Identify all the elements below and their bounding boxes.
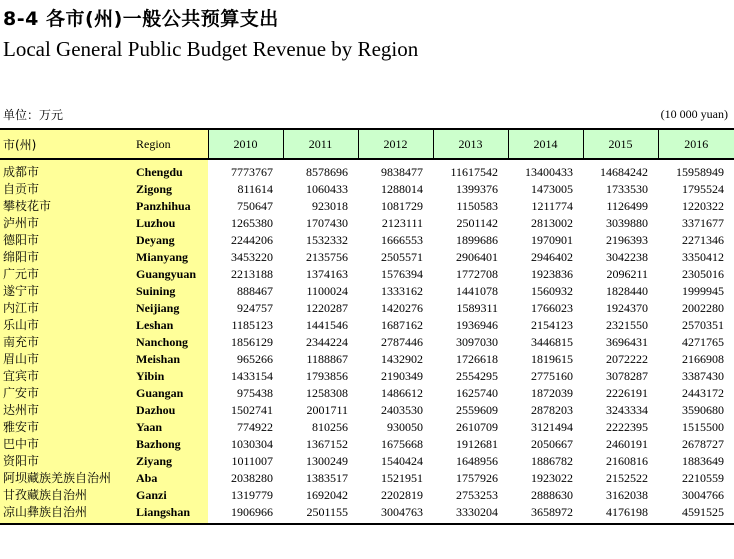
table-row [0, 436, 734, 453]
table-row [0, 266, 734, 283]
cell-value: 3004763 [358, 504, 433, 524]
row-region-en: Nanchong [133, 334, 208, 351]
row-region-en: Mianyang [133, 249, 208, 266]
row-region-en: Yibin [133, 368, 208, 385]
cell-value: 774922 [237, 420, 273, 434]
row-city-cn: 乐山市 [0, 317, 133, 334]
column-header-2015: 2015 [583, 129, 658, 159]
row-city-cn: 自贡市 [0, 181, 133, 198]
cell-value: 4271765 [682, 335, 724, 349]
row-region-en: Ziyang [133, 453, 208, 470]
cell-value: 2813002 [531, 216, 573, 230]
cell-value: 3162038 [606, 488, 648, 502]
cell-value: 975438 [237, 386, 273, 400]
row-city-cn: 甘孜藏族自治州 [0, 487, 133, 504]
cell-value: 1258308 [306, 386, 348, 400]
cell-value: 810256 [312, 420, 348, 434]
row-region-en: Panzhihua [133, 198, 208, 215]
row-city-cn: 绵阳市 [0, 249, 133, 266]
table-row [0, 504, 734, 524]
cell-value: 2321550 [606, 318, 648, 332]
table-row [0, 198, 734, 215]
cell-value: 1185123 [231, 318, 273, 332]
cell-value: 2096211 [606, 267, 648, 281]
cell-value: 2305016 [682, 267, 724, 281]
cell-value: 4591525 [658, 504, 734, 524]
cell-value: 1150583 [456, 199, 498, 213]
cell-value: 1220322 [682, 199, 724, 213]
cell-value: 8578696 [306, 165, 348, 179]
row-city-cn: 遂宁市 [0, 283, 133, 300]
cell-value: 1899686 [456, 233, 498, 247]
cell-value: 2244206 [231, 233, 273, 247]
row-region-en: Liangshan [133, 504, 208, 524]
table-body [0, 159, 734, 524]
cell-value: 1319779 [231, 488, 273, 502]
row-region-en: Deyang [133, 232, 208, 249]
row-city-cn: 资阳市 [0, 453, 133, 470]
cell-value: 965266 [237, 352, 273, 366]
cell-value: 1828440 [606, 284, 648, 298]
row-city-cn: 南充市 [0, 334, 133, 351]
cell-value: 1502741 [231, 403, 273, 417]
cell-value: 2888630 [531, 488, 573, 502]
cell-value: 1521951 [381, 471, 423, 485]
cell-value: 2196393 [606, 233, 648, 247]
cell-value: 1441546 [306, 318, 348, 332]
row-city-cn: 凉山彝族自治州 [0, 504, 133, 524]
cell-value: 1883649 [682, 454, 724, 468]
unit-label-en: (10 000 yuan) [660, 107, 728, 121]
cell-value: 2610709 [456, 420, 498, 434]
row-region-en: Dazhou [133, 402, 208, 419]
cell-value: 14684242 [600, 165, 648, 179]
row-city-cn: 眉山市 [0, 351, 133, 368]
cell-value: 1383517 [306, 471, 348, 485]
cell-value: 1265380 [231, 216, 273, 230]
cell-value: 1473005 [531, 182, 573, 196]
table-row [0, 215, 734, 232]
cell-value: 2001711 [306, 403, 348, 417]
cell-value: 2226191 [606, 386, 648, 400]
row-city-cn: 达州市 [0, 402, 133, 419]
cell-value: 930050 [387, 420, 423, 434]
column-header-region: Region [133, 129, 208, 159]
cell-value: 3042238 [606, 250, 648, 264]
cell-value: 1625740 [456, 386, 498, 400]
cell-value: 2505571 [381, 250, 423, 264]
cell-value: 1486612 [381, 386, 423, 400]
cell-value: 1707430 [306, 216, 348, 230]
cell-value: 3039880 [606, 216, 648, 230]
cell-value: 2166908 [682, 352, 724, 366]
cell-value: 1648956 [456, 454, 498, 468]
column-header-2012: 2012 [358, 129, 433, 159]
column-header-2013: 2013 [433, 129, 508, 159]
cell-value: 15958949 [676, 165, 724, 179]
cell-value: 1819615 [531, 352, 573, 366]
cell-value: 2072222 [606, 352, 648, 366]
cell-value: 2787446 [381, 335, 423, 349]
row-region-en: Guangyuan [133, 266, 208, 283]
cell-value: 2559609 [456, 403, 498, 417]
row-city-cn: 广安市 [0, 385, 133, 402]
cell-value: 3097030 [456, 335, 498, 349]
row-region-en: Yaan [133, 419, 208, 436]
cell-value: 1970901 [531, 233, 573, 247]
cell-value: 1726618 [456, 352, 498, 366]
cell-value: 2403530 [381, 403, 423, 417]
table-row [0, 283, 734, 300]
table-row [0, 470, 734, 487]
row-city-cn: 巴中市 [0, 436, 133, 453]
table-row [0, 453, 734, 470]
cell-value: 2002280 [682, 301, 724, 315]
row-region-en: Ganzi [133, 487, 208, 504]
row-region-en: Chengdu [133, 159, 208, 181]
cell-value: 1757926 [456, 471, 498, 485]
cell-value: 3121494 [531, 420, 573, 434]
cell-value: 1666553 [381, 233, 423, 247]
row-city-cn: 成都市 [0, 159, 133, 181]
cell-value: 1432902 [381, 352, 423, 366]
table-row [0, 385, 734, 402]
cell-value: 2222395 [606, 420, 648, 434]
table-row [0, 334, 734, 351]
row-city-cn: 泸州市 [0, 215, 133, 232]
cell-value: 1300249 [306, 454, 348, 468]
row-city-cn: 攀枝花市 [0, 198, 133, 215]
table-row [0, 402, 734, 419]
row-region-en: Guangan [133, 385, 208, 402]
column-header-2011: 2011 [283, 129, 358, 159]
cell-value: 3590680 [682, 403, 724, 417]
cell-value: 1924370 [606, 301, 648, 315]
row-city-cn: 内江市 [0, 300, 133, 317]
table-row [0, 368, 734, 385]
cell-value: 1766023 [531, 301, 573, 315]
table-header-row [0, 129, 734, 159]
cell-value: 1540424 [381, 454, 423, 468]
row-city-cn: 宜宾市 [0, 368, 133, 385]
cell-value: 2213188 [231, 267, 273, 281]
cell-value: 2460191 [606, 437, 648, 451]
cell-value: 888467 [237, 284, 273, 298]
cell-value: 1188867 [306, 352, 348, 366]
cell-value: 2678727 [682, 437, 724, 451]
page-title-en: Local General Public Budget Revenue by Region [3, 37, 419, 61]
cell-value: 4176198 [583, 504, 658, 524]
page-title-cn: 8-4 各市(州)一般公共预算支出 [3, 8, 279, 30]
cell-value: 1576394 [381, 267, 423, 281]
cell-value: 2906401 [456, 250, 498, 264]
cell-value: 3330204 [433, 504, 508, 524]
unit-label-cn: 单位：万元 [3, 108, 64, 122]
cell-value: 2501142 [456, 216, 498, 230]
cell-value: 2038280 [231, 471, 273, 485]
table-row [0, 300, 734, 317]
cell-value: 750647 [237, 199, 273, 213]
cell-value: 2775160 [531, 369, 573, 383]
cell-value: 1532332 [306, 233, 348, 247]
cell-value: 2135756 [306, 250, 348, 264]
cell-value: 3243334 [606, 403, 648, 417]
cell-value: 2878203 [531, 403, 573, 417]
cell-value: 1420276 [381, 301, 423, 315]
table-row [0, 317, 734, 334]
row-city-cn: 德阳市 [0, 232, 133, 249]
cell-value: 3350412 [682, 250, 724, 264]
cell-value: 1589311 [456, 301, 498, 315]
cell-value: 1936946 [456, 318, 498, 332]
cell-value: 1060433 [306, 182, 348, 196]
cell-value: 923018 [312, 199, 348, 213]
table-row [0, 249, 734, 266]
table-row [0, 159, 734, 181]
row-region-en: Leshan [133, 317, 208, 334]
column-header-2010: 2010 [208, 129, 283, 159]
row-region-en: Zigong [133, 181, 208, 198]
row-region-en: Suining [133, 283, 208, 300]
row-city-cn: 雅安市 [0, 419, 133, 436]
cell-value: 1923836 [531, 267, 573, 281]
cell-value: 1374163 [306, 267, 348, 281]
cell-value: 1433154 [231, 369, 273, 383]
cell-value: 1912681 [456, 437, 498, 451]
cell-value: 1856129 [231, 335, 273, 349]
cell-value: 1923022 [531, 471, 573, 485]
cell-value: 811614 [237, 182, 273, 196]
cell-value: 1772708 [456, 267, 498, 281]
row-city-cn: 阿坝藏族羌族自治州 [0, 470, 133, 487]
cell-value: 1288014 [381, 182, 423, 196]
column-header-2016: 2016 [658, 129, 734, 159]
cell-value: 7773767 [231, 165, 273, 179]
cell-value: 1886782 [531, 454, 573, 468]
row-region-en: Aba [133, 470, 208, 487]
cell-value: 1126499 [606, 199, 648, 213]
cell-value: 2443172 [682, 386, 724, 400]
cell-value: 13400433 [525, 165, 573, 179]
cell-value: 2344224 [306, 335, 348, 349]
cell-value: 1441078 [456, 284, 498, 298]
cell-value: 3387430 [682, 369, 724, 383]
cell-value: 2050667 [531, 437, 573, 451]
column-header-2014: 2014 [508, 129, 583, 159]
cell-value: 1906966 [208, 504, 283, 524]
budget-table [0, 128, 734, 525]
cell-value: 2501155 [283, 504, 358, 524]
row-region-en: Neijiang [133, 300, 208, 317]
cell-value: 3696431 [606, 335, 648, 349]
cell-value: 2554295 [456, 369, 498, 383]
cell-value: 1560932 [531, 284, 573, 298]
cell-value: 1687162 [381, 318, 423, 332]
cell-value: 1211774 [531, 199, 573, 213]
cell-value: 1367152 [306, 437, 348, 451]
cell-value: 1795524 [682, 182, 724, 196]
table-row [0, 419, 734, 436]
table-row [0, 487, 734, 504]
cell-value: 2753253 [456, 488, 498, 502]
table-row [0, 181, 734, 198]
cell-value: 1733530 [606, 182, 648, 196]
table-row [0, 351, 734, 368]
cell-value: 11617542 [450, 165, 498, 179]
row-region-en: Meishan [133, 351, 208, 368]
cell-value: 3446815 [531, 335, 573, 349]
cell-value: 3453220 [231, 250, 273, 264]
cell-value: 1333162 [381, 284, 423, 298]
cell-value: 2570351 [682, 318, 724, 332]
cell-value: 924757 [237, 301, 273, 315]
cell-value: 2202819 [381, 488, 423, 502]
cell-value: 2160816 [606, 454, 648, 468]
cell-value: 3004766 [682, 488, 724, 502]
cell-value: 3078287 [606, 369, 648, 383]
cell-value: 2271346 [682, 233, 724, 247]
cell-value: 1692042 [306, 488, 348, 502]
cell-value: 1872039 [531, 386, 573, 400]
column-header-city: 市(州) [0, 129, 133, 159]
cell-value: 1999945 [682, 284, 724, 298]
cell-value: 2154123 [531, 318, 573, 332]
table-row [0, 232, 734, 249]
cell-value: 1675668 [381, 437, 423, 451]
cell-value: 2123111 [381, 216, 423, 230]
cell-value: 2190349 [381, 369, 423, 383]
cell-value: 1011007 [231, 454, 273, 468]
cell-value: 1081729 [381, 199, 423, 213]
cell-value: 1793856 [306, 369, 348, 383]
cell-value: 3658972 [508, 504, 583, 524]
cell-value: 9838477 [381, 165, 423, 179]
cell-value: 2152522 [606, 471, 648, 485]
cell-value: 1399376 [456, 182, 498, 196]
cell-value: 1220287 [306, 301, 348, 315]
cell-value: 1030304 [231, 437, 273, 451]
cell-value: 3371677 [682, 216, 724, 230]
row-region-en: Luzhou [133, 215, 208, 232]
row-city-cn: 广元市 [0, 266, 133, 283]
row-region-en: Bazhong [133, 436, 208, 453]
cell-value: 2210559 [682, 471, 724, 485]
cell-value: 1100024 [306, 284, 348, 298]
cell-value: 2946402 [531, 250, 573, 264]
cell-value: 1515500 [682, 420, 724, 434]
